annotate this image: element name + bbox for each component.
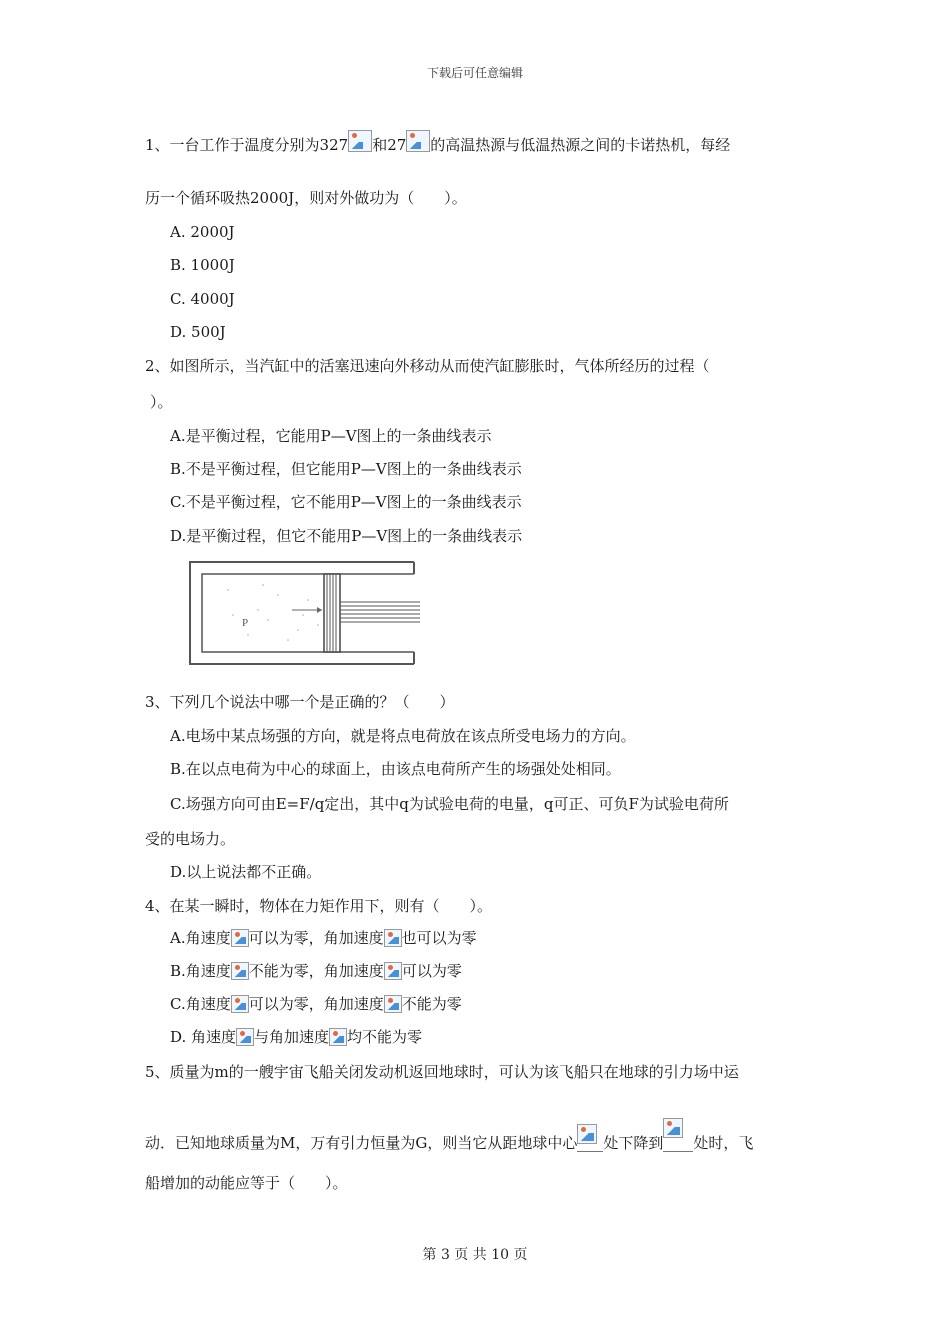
q3-line1: 3、下列几个说法中哪一个是正确的？（ ） bbox=[145, 693, 455, 711]
q2-option-c: C.不是平衡过程，它不能用P—V图上的一条曲线表示 bbox=[170, 493, 522, 511]
q1-option-b: B. 1000J bbox=[170, 256, 235, 274]
q1-option-d: D. 500J bbox=[170, 323, 226, 341]
radius-image-icon bbox=[663, 1118, 693, 1152]
cylinder-piston-diagram bbox=[188, 560, 428, 672]
formula-image-icon bbox=[406, 130, 430, 152]
q2-option-d: D.是平衡过程，但它不能用P—V图上的一条曲线表示 bbox=[170, 527, 523, 545]
q1-line2: 历一个循环吸热2000J，则对外做功为（ ）。 bbox=[145, 189, 467, 207]
page-header: 下载后可任意编辑 bbox=[426, 66, 523, 80]
q5-line3: 船增加的动能应等于（ ）。 bbox=[145, 1174, 348, 1192]
omega-image-icon bbox=[231, 995, 249, 1013]
omega-image-icon bbox=[231, 929, 249, 947]
alpha-image-icon bbox=[329, 1028, 347, 1046]
q1-option-c: C. 4000J bbox=[170, 290, 235, 308]
q5-line2: 动．已知地球质量为M，万有引力恒量为G，则当它从距地球中心 处下降到 处时，飞 bbox=[145, 1118, 753, 1153]
q2-line2: ）。 bbox=[150, 393, 173, 411]
omega-image-icon bbox=[231, 962, 249, 980]
q4-line1: 4、在某一瞬时，物体在力矩作用下，则有（ ）。 bbox=[145, 897, 493, 915]
q3-option-c-line2: 受的电场力。 bbox=[145, 830, 236, 848]
omega-image-icon bbox=[236, 1028, 254, 1046]
q4-option-b: B.角速度 不能为零，角加速度 可以为零 bbox=[170, 962, 462, 980]
q2-option-a: A.是平衡过程，它能用P—V图上的一条曲线表示 bbox=[170, 427, 492, 445]
alpha-image-icon bbox=[384, 929, 402, 947]
q2-option-b: B.不是平衡过程，但它能用P—V图上的一条曲线表示 bbox=[170, 460, 522, 478]
q3-option-b: B.在以点电荷为中心的球面上，由该点电荷所产生的场强处处相同。 bbox=[170, 760, 621, 778]
q4-option-a: A.角速度 可以为零，角加速度 也可以为零 bbox=[170, 929, 477, 947]
alpha-image-icon bbox=[384, 962, 402, 980]
q2-line1: 2、如图所示，当汽缸中的活塞迅速向外移动从而使汽缸膨胀时，气体所经历的过程（ bbox=[145, 357, 710, 375]
page-footer: 第 3 页 共 10 页 bbox=[422, 1247, 528, 1263]
q4-option-c: C.角速度 可以为零，角加速度 不能为零 bbox=[170, 995, 462, 1013]
q4-option-d: D. 角速度 与角加速度 均不能为零 bbox=[170, 1028, 423, 1046]
q3-option-c-line1: C.场强方向可由E=F/q定出，其中q为试验电荷的电量，q可正、可负F为试验电荷所 bbox=[170, 795, 729, 813]
formula-image-icon bbox=[348, 130, 372, 152]
alpha-image-icon bbox=[384, 995, 402, 1013]
radius-image-icon bbox=[577, 1124, 603, 1152]
q1-line1: 1、一台工作于温度分别为327 和27 的高温热源与低温热源之间的卡诺热机，每经 bbox=[145, 130, 730, 155]
q1-option-a: A. 2000J bbox=[170, 223, 235, 241]
q3-option-a: A.电场中某点场强的方向，就是将点电荷放在该点所受电场力的方向。 bbox=[170, 727, 636, 745]
pressure-label: P bbox=[242, 617, 249, 629]
cylinder-piston-svg bbox=[188, 560, 428, 668]
q3-option-d: D.以上说法都不正确。 bbox=[170, 863, 322, 881]
q5-line1: 5、质量为m的一艘宇宙飞船关闭发动机返回地球时，可认为该飞船只在地球的引力场中运 bbox=[145, 1063, 739, 1081]
